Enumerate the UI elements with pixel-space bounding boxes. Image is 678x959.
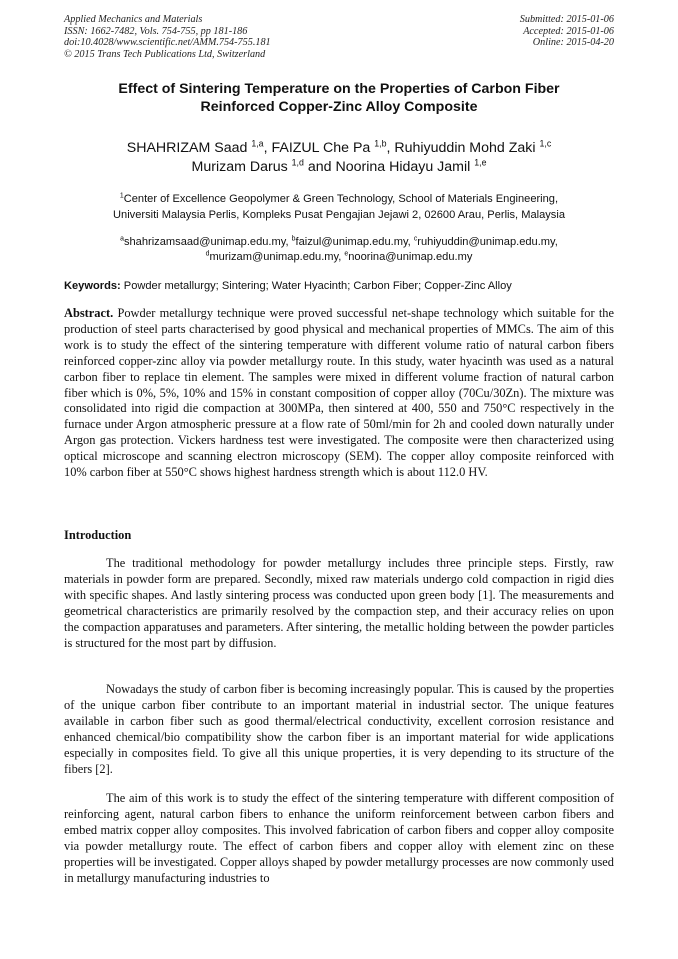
author-name: Ruhiyuddin Mohd Zaki	[394, 140, 540, 156]
affiliation-line-2: Universiti Malaysia Perlis, Kompleks Pusat Pengajian Jejawi 2, 02600 Arau, Perlis, Malaysia	[113, 208, 565, 221]
title-line-1: Effect of Sintering Temperature on the Properties of Carbon Fiber	[118, 81, 560, 97]
author-affil-mark: 1,b	[374, 138, 387, 149]
journal-name: Applied Mechanics and Materials	[64, 14, 203, 25]
author-affil-mark: 1,e	[474, 156, 487, 167]
title-line-2: Reinforced Copper-Zinc Alloy Composite	[200, 99, 478, 115]
accepted-date: Accepted: 2015-01-06	[523, 25, 614, 37]
abstract	[64, 306, 614, 481]
keywords-label: Keywords:	[64, 280, 121, 292]
dates-header	[520, 14, 614, 49]
section-heading-introduction: Introduction	[64, 528, 132, 542]
author-name: Noorina Hidayu Jamil	[335, 158, 475, 175]
paragraph-text: Nowadays the study of carbon fiber is becoming increasingly popular. This is caused by the properties of the unique carbon fiber contribute to an important material in industrial sector. The unique features available in carbon fiber such as good thermal/electrical conductivity, excellent corrosion resistance and enhanced chemical/bio compatibility show the carbon fiber is an important material for wide applications especially in composites field. To give all this unique properties, it is very depending to its structure of the fibers [2].	[64, 682, 614, 776]
keywords-text: Powder metallurgy; Sintering; Water Hyacinth; Carbon Fiber; Copper-Zinc Alloy	[120, 280, 512, 292]
author-name: Murizam Darus	[191, 158, 292, 175]
copyright: © 2015 Trans Tech Publications Ltd, Switzerland	[64, 48, 266, 60]
paragraph-text: The aim of this work is to study the effect of the sintering temperature with different composition of reinforcing agent, natural carbon fibers to enhance the uniform reinforcement between carbon fibers and embed matrix copper alloy composites. This involved fabrication of carbon fibers and copper alloy composite via powder metallurgy route. The effect of carbon fibers and copper alloy with element zinc on these properties will be investigated. Copper alloys shaped by powder metallurgy processes are now commonly used in metallurgy manufacturing industries to	[64, 791, 614, 885]
doi: doi:10.4028/www.scientific.net/AMM.754-755.181	[64, 37, 271, 49]
email-link[interactable]: murizam@unimap.edu.my,	[209, 250, 345, 263]
email-mark: e	[344, 249, 349, 257]
paper-title	[64, 80, 614, 116]
keywords	[64, 279, 614, 293]
affiliation-line-1: Center of Excellence Geopolymer & Green Technology, School of Materials Engineering,	[123, 193, 559, 205]
intro-paragraph-1	[64, 556, 614, 651]
author-conjunction: and	[303, 158, 336, 175]
email-link[interactable]: faizul@unimap.edu.my,	[295, 236, 414, 248]
abstract-label: Abstract.	[64, 306, 114, 320]
email-mark: d	[205, 249, 210, 257]
intro-paragraph-3	[64, 791, 614, 886]
email-mark: a	[120, 235, 124, 243]
author-emails	[64, 235, 614, 264]
author-list	[64, 139, 614, 176]
author-separator: ,	[263, 140, 272, 156]
affiliation-mark: 1	[119, 192, 124, 200]
journal-header	[64, 14, 271, 60]
submitted-date: Submitted: 2015-01-06	[519, 14, 614, 25]
author-affil-mark: 1,d	[291, 156, 304, 167]
affiliation	[64, 192, 614, 223]
email-link[interactable]: noorina@unimap.edu.my	[348, 250, 473, 263]
author-affil-mark: 1,c	[539, 138, 552, 149]
email-mark: c	[413, 235, 418, 243]
author-name: FAIZUL Che Pa	[271, 140, 375, 156]
abstract-text: Powder metallurgy technique were proved successful net-shape technology which suitable for the production of steel parts characterised by good physical and mechanical properties of MMCs. The aim of this work is to study the effect of the sintering temperature with different volume ratio of natural carbon fibers reinforced copper-zinc alloy via powder metallurgy route. In this study, water hyacinth was used as a natural carbon fiber to replace tin element. The samples were mixed in different volume fraction of natural carbon fiber which is 0%, 5%, 10% and 15% in constant composition of copper alloy (70Cu/30Zn). The mixture was consolidated into rigid die compaction at 300MPa, then sintered at 400, 550 and 750°C respectively in the furnace under Argon atmospheric pressure at a flow rate of 50ml/min for 2h and cooled down naturally under Argon gas protection. Vickers hardness test were investigated. The composite were then characterized using optical microscope and scanning electron microscopy (SEM). The copper alloy composite reinforced with 10% carbon fiber at 550°C shows highest hardness strength which is about 112.0 HV.	[64, 306, 614, 480]
intro-paragraph-2	[64, 682, 614, 777]
email-mark: b	[291, 235, 296, 243]
author-name: SHAHRIZAM Saad	[126, 140, 252, 156]
issn: ISSN: 1662-7482, Vols. 754-755, pp 181-186	[64, 25, 248, 37]
paragraph-text: The traditional methodology for powder metallurgy includes three principle steps. Firstly, raw materials in powder form are prepared. Secondly, mixed raw materials undergo cold compaction in rigid dies with specific shapes. And lastly sintering process was conducted upon green body [1]. The measurements and geometrical characteristics are primarily resolved by the compaction step, and their accuracy relies on upon the compaction apparatuses and parameters. After sintering, the metallic holding between the powder particles is structured for the most part by diffusion.	[64, 556, 614, 650]
author-affil-mark: 1,a	[251, 138, 264, 149]
email-link[interactable]: shahrizamsaad@unimap.edu.my,	[123, 236, 292, 248]
author-separator: ,	[386, 140, 395, 156]
email-link[interactable]: ruhiyuddin@unimap.edu.my,	[417, 236, 558, 248]
online-date: Online: 2015-04-20	[532, 37, 614, 49]
